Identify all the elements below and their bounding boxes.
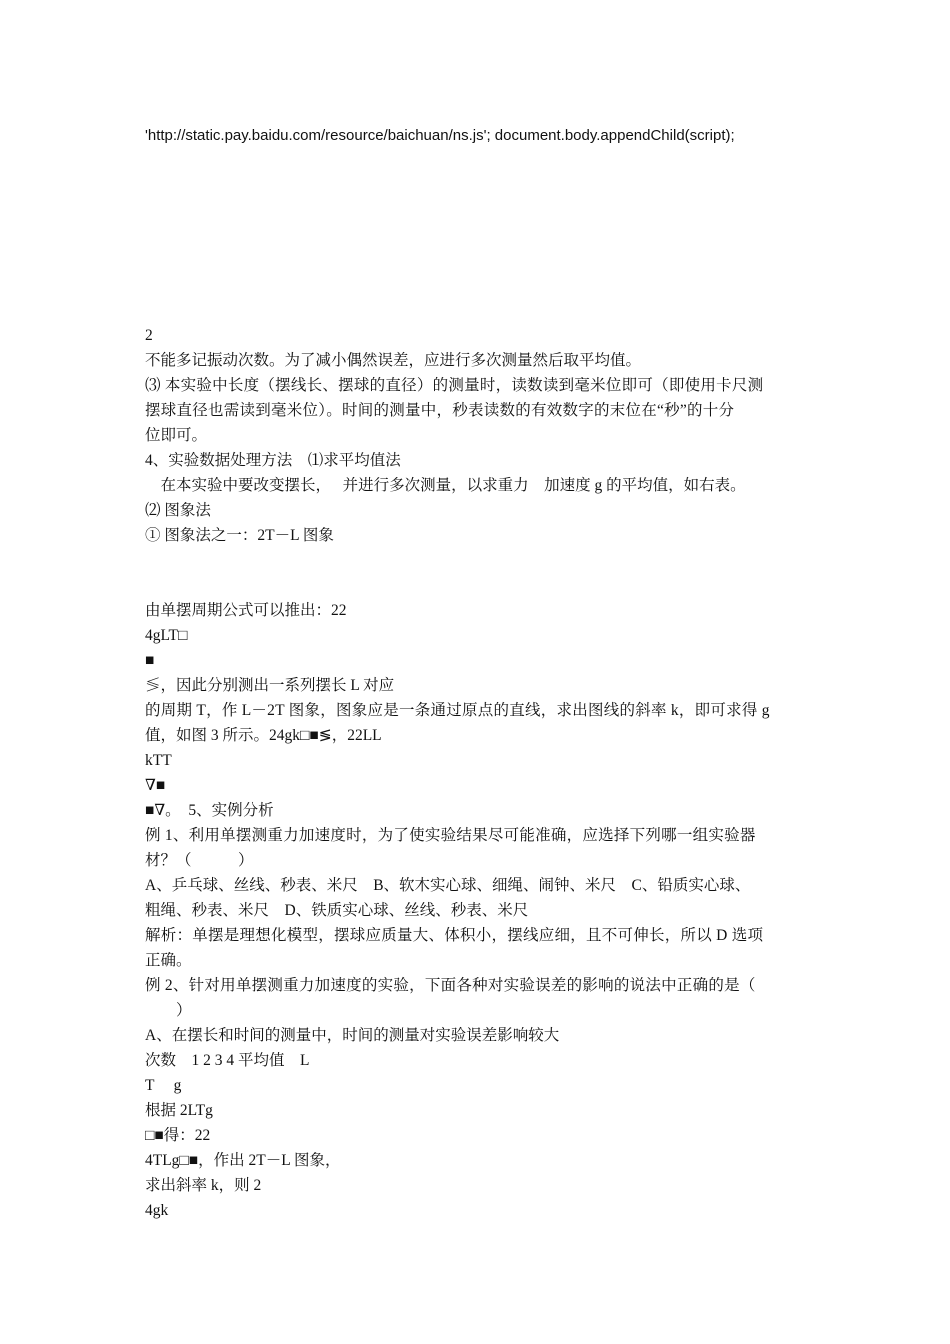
section-heading: ■∇。 5、实例分析 [145,802,274,819]
text-line: 在本实验中要改变摆长， 并进行多次测量，以求重力 加速度 g 的平均值，如右表。 [145,477,746,494]
formula-fragment: ■ [145,652,155,669]
analysis-text: 正确。 [145,952,192,969]
text-line: 位即可。 [145,427,208,444]
text-line: 求出斜率 k，则 2 [145,1177,262,1194]
example-question: 例 1、利用单摆测重力加速度时，为了使实验结果尽可能准确，应选择下列哪一组实验器 [145,827,756,844]
subsection-heading: ① 图象法之一：2T－L 图象 [145,527,334,544]
text-line: 摆球直径也需读到毫米位）。时间的测量中，秒表读数的有效数字的末位在“秒”的十分 [145,402,735,419]
text-line: 4TLg□■，作出 2T－L 图象， [145,1152,341,1169]
table-header-fragment: 次数 1 2 3 4 平均值 L [145,1052,310,1069]
answer-options: A、乒乓球、丝线、秒表、米尺 B、软木实心球、细绳、闹钟、米尺 C、铅质实心球、 [145,877,751,894]
formula-fragment: 4gLT□ [145,627,188,644]
text-line: ≶，因此分别测出一系列摆长 L 对应 [145,677,395,694]
answer-options: 粗绳、秒表、米尺 D、铁质实心球、丝线、秒表、米尺 [145,902,529,919]
script-code-line: 'http://static.pay.baidu.com/resource/baichuan/ns.js'; document.body.appendChild(script); [145,127,735,144]
text-line: 的周期 T，作 L－2T 图象，图象应是一条通过原点的直线，求出图线的斜率 k，即可求得 g [145,702,770,719]
example-question: ） [145,1002,192,1019]
text-line: 值，如图 3 所示。24gk□■≶，22LL [145,727,382,744]
section-heading: 4、实验数据处理方法 ⑴求平均值法 [145,452,401,469]
answer-options: A、在摆长和时间的测量中，时间的测量对实验误差影响较大 [145,1027,560,1044]
text-line: 不能多记振动次数。为了减小偶然误差，应进行多次测量然后取平均值。 [145,352,642,369]
formula-fragment: ∇■ [145,777,166,794]
table-header-fragment: T g [145,1077,182,1094]
formula-fragment: 4gk [145,1202,169,1219]
formula-fragment: kTT [145,752,172,769]
example-question: 材？（ ） [145,852,254,869]
analysis-text: 解析：单摆是理想化模型，摆球应质量大、体积小，摆线应细，且不可伸长，所以 D 选项 [145,927,764,944]
text-line: 由单摆周期公式可以推出：22 [145,602,347,619]
example-question: 例 2、针对用单摆测重力加速度的实验，下面各种对实验误差的影响的说法中正确的是（ [145,977,756,994]
text-line: ⑶ 本实验中长度（摆线长、摆球的直径）的测量时，读数读到毫米位即可（即使用卡尺测 [145,377,764,394]
text-line: 根据 2LTg [145,1102,213,1119]
formula-fragment: □■得：22 [145,1127,211,1144]
text-line: 2 [145,327,153,344]
subsection-heading: ⑵ 图象法 [145,502,211,519]
